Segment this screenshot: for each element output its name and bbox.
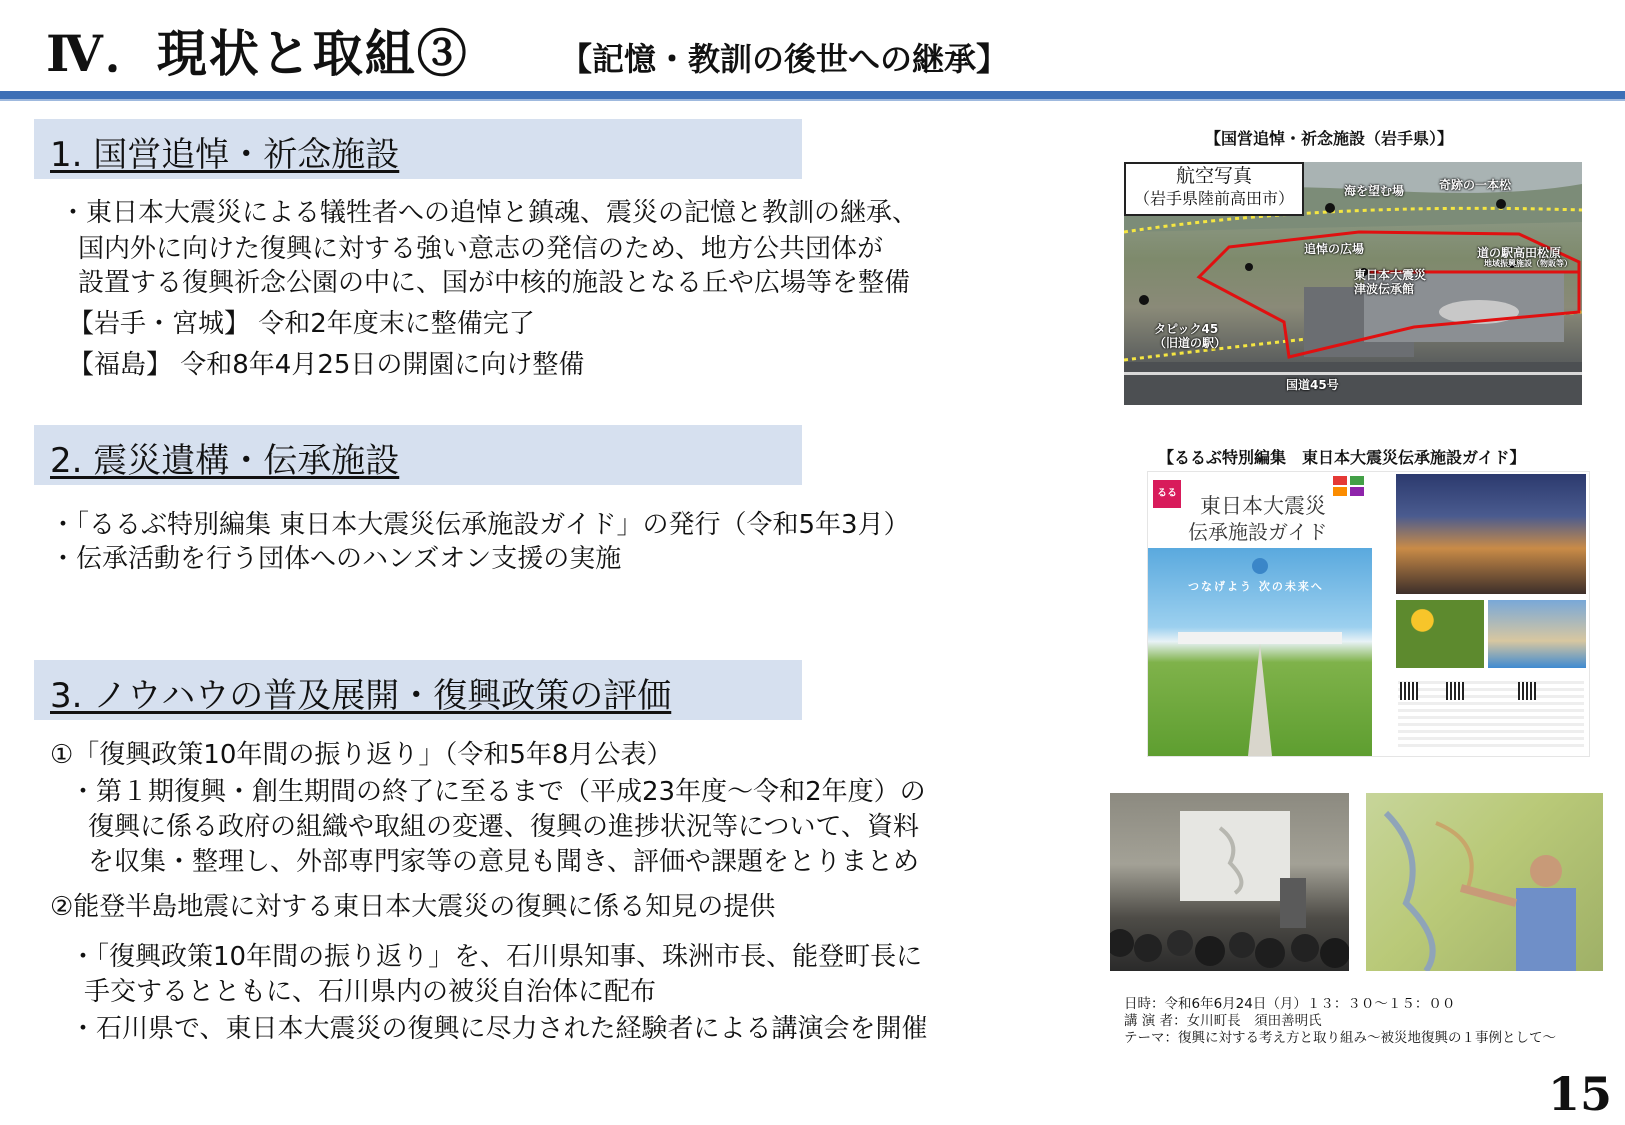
section1-line: 設置する復興祈念公園の中に、国が中核的施設となる丘や広場等を整備 — [78, 268, 911, 298]
guide-sunflower-photo — [1396, 600, 1484, 668]
aerial-box-line1: 航空写真 — [1175, 165, 1252, 187]
section3-line: 復興に係る政府の組織や取組の変遷、復興の進捗状況等について、資料 — [88, 812, 919, 842]
page-number: 15 — [1548, 1067, 1613, 1121]
lecture-info-line: 日時：令和6年6月24日（月）１３：３０～１５：００ — [1124, 996, 1456, 1012]
guide-color-tag — [1350, 487, 1364, 496]
section3-line: ①「復興政策10年間の振り返り」（令和5年8月公表） — [50, 740, 673, 770]
section1-line: 【福島】 令和8年4月25日の開園に向け整備 — [68, 350, 585, 380]
guide-color-tag — [1350, 476, 1364, 485]
aerial-label-tsuito: 追悼の広場 — [1304, 242, 1365, 256]
section3-heading: 3. ノウハウの普及展開・復興政策の評価 — [50, 676, 672, 716]
rurubu-logo: るるぶ — [1153, 480, 1181, 508]
aerial-label-kokudo: 国道45号 — [1286, 378, 1339, 392]
section1-line: 【岩手・宮城】 令和2年度末に整備完了 — [68, 309, 535, 339]
aerial-label-michinoeki: 道の駅高田松原 — [1477, 246, 1562, 260]
section3-line: 手交するとともに、石川県内の被災自治体に配布 — [84, 977, 657, 1007]
section1-heading: 1. 国営追悼・祈念施設 — [50, 135, 400, 175]
qr-code-icon — [1446, 682, 1464, 700]
lecture-audience-illustration — [1110, 793, 1349, 971]
lecture-photo-audience — [1110, 793, 1349, 971]
guide-festival-photo — [1488, 600, 1586, 668]
title-divider — [0, 91, 1625, 99]
guide-night-photo — [1396, 474, 1586, 594]
aerial-photo-caption-box — [1124, 162, 1304, 216]
section3-line: ・石川県で、東日本大震災の復興に尽力された経験者による講演会を開催 — [70, 1014, 928, 1044]
aerial-label-tapic-2: （旧道の駅） — [1154, 336, 1227, 350]
aerial-label-denshokan-2: 津波伝承館 — [1354, 282, 1415, 296]
page-title: Ⅳ．現状と取組③ — [46, 24, 469, 83]
aerial-caption: 【国営追悼・祈念施設（岩手県）】 — [1205, 129, 1454, 148]
aerial-label-umi: 海を望む場 — [1344, 184, 1405, 198]
guide-color-tag — [1333, 476, 1347, 485]
page-subtitle: 【記憶・教訓の後世への継承】 — [560, 40, 1009, 78]
guide-cover-title-1: 東日本大震災 — [1200, 494, 1326, 518]
qr-code-icon — [1518, 682, 1536, 700]
guide-caption: 【るるぶ特別編集 東日本大震災伝承施設ガイド】 — [1158, 448, 1526, 467]
aerial-box-line2: （岩手県陸前高田市） — [1133, 189, 1294, 208]
section3-line: ②能登半島地震に対する東日本大震災の復興に係る知見の提供 — [50, 892, 776, 922]
lecture-info-line: 講 演 者：女川町長 須田善明氏 — [1124, 1013, 1322, 1029]
section3-line: ・第１期復興・創生期間の終了に至るまで（平成23年度～令和2年度）の — [70, 777, 926, 807]
section1-header — [34, 119, 802, 179]
lecture-speaker-illustration — [1366, 793, 1603, 971]
guide-text-block — [1398, 677, 1584, 747]
section1-line: ・東日本大震災による犠牲者への追悼と鎮魂、震災の記憶と教訓の継承、 — [60, 198, 919, 228]
section3-line: を収集・整理し、外部専門家等の意見も聞き、評価や課題をとりまとめ — [88, 847, 919, 877]
section3-line: ・「復興政策10年間の振り返り」を、石川県知事、珠洲市長、能登町長に — [70, 942, 923, 972]
guide-cover-tagline: つなげよう 次の未来へ — [1188, 580, 1324, 593]
section2-header — [34, 425, 802, 485]
section1-line: 国内外に向けた復興に対する強い意志の発信のため、地方公共団体が — [78, 234, 883, 264]
guide-cover-title-2: 伝承施設ガイド — [1188, 520, 1328, 544]
aerial-label-denshokan-1: 東日本大震災 — [1354, 268, 1427, 282]
aerial-label-michinoeki-sub: 地域振興施設（物販等） — [1484, 259, 1572, 268]
guide-booklet-image — [1147, 471, 1590, 757]
section2-heading: 2. 震災遺構・伝承施設 — [50, 441, 400, 481]
lecture-info-line: テーマ：復興に対する考え方と取り組み～被災地復興の１事例として～ — [1124, 1030, 1556, 1046]
lecture-photo-speaker — [1366, 793, 1603, 971]
section2-line: ・「るるぶ特別編集 東日本大震災伝承施設ガイド」の発行（令和5年3月） — [50, 510, 910, 540]
qr-code-icon — [1400, 682, 1418, 700]
guide-cover-photo — [1148, 548, 1372, 756]
aerial-label-kiseki: 奇跡の一本松 — [1439, 178, 1512, 192]
title-divider-light — [0, 99, 1625, 101]
section2-line: ・伝承活動を行う団体へのハンズオン支援の実施 — [50, 544, 622, 574]
section3-header — [34, 660, 802, 720]
aerial-label-tapic-1: タピック45 — [1154, 322, 1219, 336]
guide-color-tag — [1333, 487, 1347, 496]
